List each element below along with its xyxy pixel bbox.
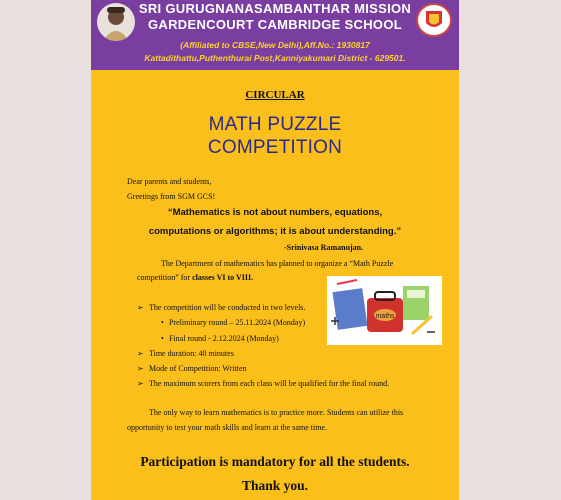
sub-final-text: Final round - 2.12.2024 (Monday) [169,334,279,343]
arrow-bullet-icon: ➢ [137,349,144,358]
school-crest-icon [416,3,452,37]
maths-clipart-image [327,276,442,345]
title-line2: COMPETITION [207,137,343,158]
bullet-duration [137,349,234,358]
para1-line2 [137,273,253,282]
dot-bullet-icon: • [161,334,164,343]
quote-line2: computations or algorithms; it is about understanding.” [148,226,402,237]
title-line1: MATH PUZZLE [208,114,342,135]
mandatory-text: Participation is mandatory for all the students. [140,454,410,469]
school-header [91,0,459,70]
quote-author: -Srinivasa Ramanujan. [284,243,364,252]
para1-line1: The Department of mathematics has planned to organize a “Math Puzzle [161,259,394,268]
dot-bullet-icon: • [161,318,164,327]
bullet-duration-text: Time duration: 40 minutes [149,349,234,358]
affiliation-text: (Affiliated to CBSE,New Delhi),Aff.No.: 1930817 [180,40,370,50]
greeting: Greetings from SGM GCS! [127,192,216,201]
image-label: maths [375,313,395,320]
address-text: Kattadithattu,Puthenthurai Post,Kanniyakumari District - 629501. [144,53,406,63]
para1-classes: classes VI to VIII. [192,273,254,282]
sub-prelim-text: Preliminary round – 25.11.2024 (Monday) [169,318,306,327]
school-name-line1: SRI GURUGNANASAMBANTHAR MISSION [138,1,412,16]
bullet-levels [137,303,305,312]
circular-heading: CIRCULAR [245,89,305,101]
bullet-mode [137,364,247,373]
quote-line1: “Mathematics is not about numbers, equations, [167,207,383,218]
bullet-max-text: The maximum scorers from each class will be qualified for the final round. [149,379,390,388]
school-name-line2: GARDENCOURT CAMBRIDGE SCHOOL [148,17,402,32]
circular-page [91,0,459,500]
arrow-bullet-icon: ➢ [137,364,144,373]
para2-line2: opportunity to test your math skills and learn at the same time. [127,423,327,432]
para2-line1: The only way to learn mathematics is to practice more. Students can utilize this [149,408,404,417]
bullet-mode-text: Mode of Competition: Written [149,364,247,373]
thank-you-text: Thank you. [241,478,309,493]
bullet-max [137,379,389,388]
arrow-bullet-icon: ➢ [137,379,144,388]
sub-prelim [161,318,305,327]
salutation: Dear parents and students, [127,177,212,186]
sub-final [161,334,279,343]
bullet-levels-text: The competition will be conducted in two levels. [149,303,306,312]
arrow-bullet-icon: ➢ [137,303,144,312]
para1-text: competition” for [137,273,193,282]
